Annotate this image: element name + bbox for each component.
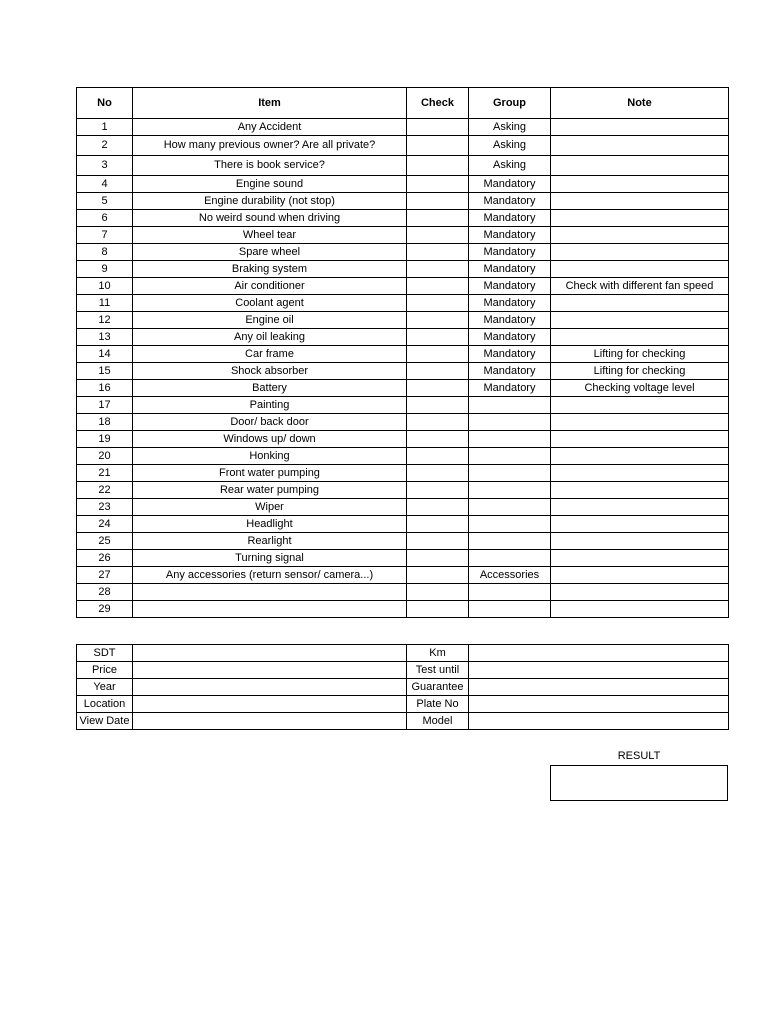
group-cell: Asking [469, 119, 551, 136]
group-cell: Mandatory [469, 380, 551, 397]
item-cell: Engine oil [133, 312, 407, 329]
info-row [77, 696, 729, 713]
table-row [77, 414, 729, 431]
row-number: 17 [77, 397, 133, 414]
check-cell[interactable] [407, 346, 469, 363]
check-cell[interactable] [407, 329, 469, 346]
vehicle-info-table [76, 644, 729, 730]
group-cell: Mandatory [469, 312, 551, 329]
info-value-field[interactable] [133, 645, 407, 662]
check-cell[interactable] [407, 295, 469, 312]
note-cell[interactable] [551, 499, 729, 516]
row-number: 4 [77, 176, 133, 193]
info-label: Km [407, 645, 469, 662]
item-cell: Shock absorber [133, 363, 407, 380]
row-number: 24 [77, 516, 133, 533]
row-number: 1 [77, 119, 133, 136]
info-label: Plate No [407, 696, 469, 713]
check-cell[interactable] [407, 533, 469, 550]
note-cell[interactable] [551, 210, 729, 227]
check-cell[interactable] [407, 136, 469, 156]
check-cell[interactable] [407, 244, 469, 261]
info-row [77, 679, 729, 696]
note-cell[interactable] [551, 601, 729, 618]
table-row [77, 448, 729, 465]
group-cell [469, 584, 551, 601]
header-note: Note [551, 88, 729, 119]
row-number: 2 [77, 136, 133, 156]
check-cell[interactable] [407, 193, 469, 210]
item-cell: Car frame [133, 346, 407, 363]
note-cell[interactable] [551, 533, 729, 550]
check-cell[interactable] [407, 278, 469, 295]
group-cell: Asking [469, 136, 551, 156]
item-cell: Braking system [133, 261, 407, 278]
group-cell [469, 414, 551, 431]
table-row [77, 431, 729, 448]
row-number: 6 [77, 210, 133, 227]
info-value-field[interactable] [469, 696, 729, 713]
table-row [77, 156, 729, 176]
header-item: Item [133, 88, 407, 119]
group-cell [469, 431, 551, 448]
note-cell[interactable] [551, 329, 729, 346]
row-number: 10 [77, 278, 133, 295]
check-cell[interactable] [407, 516, 469, 533]
note-cell[interactable]: Check with different fan speed [551, 278, 729, 295]
group-cell: Mandatory [469, 295, 551, 312]
group-cell [469, 482, 551, 499]
row-number: 5 [77, 193, 133, 210]
table-row [77, 482, 729, 499]
group-cell: Mandatory [469, 210, 551, 227]
row-number: 14 [77, 346, 133, 363]
info-value-field[interactable] [133, 662, 407, 679]
table-row [77, 567, 729, 584]
note-cell[interactable] [551, 414, 729, 431]
note-cell[interactable] [551, 431, 729, 448]
row-number: 26 [77, 550, 133, 567]
table-row [77, 380, 729, 397]
item-cell: Wheel tear [133, 227, 407, 244]
group-cell: Mandatory [469, 346, 551, 363]
group-cell: Mandatory [469, 261, 551, 278]
table-row [77, 119, 729, 136]
group-cell: Mandatory [469, 176, 551, 193]
group-cell [469, 533, 551, 550]
table-row [77, 295, 729, 312]
check-cell[interactable] [407, 601, 469, 618]
item-cell: Engine durability (not stop) [133, 193, 407, 210]
row-number: 15 [77, 363, 133, 380]
item-cell [133, 584, 407, 601]
table-row [77, 176, 729, 193]
row-number: 28 [77, 584, 133, 601]
row-number: 12 [77, 312, 133, 329]
item-cell: Turning signal [133, 550, 407, 567]
table-row [77, 244, 729, 261]
note-cell[interactable] [551, 584, 729, 601]
group-cell: Mandatory [469, 329, 551, 346]
inspection-checklist-table [76, 87, 729, 618]
row-number: 16 [77, 380, 133, 397]
info-label: Guarantee [407, 679, 469, 696]
table-row [77, 363, 729, 380]
header-check: Check [407, 88, 469, 119]
group-cell [469, 397, 551, 414]
table-row [77, 499, 729, 516]
check-cell[interactable] [407, 261, 469, 278]
group-cell: Mandatory [469, 193, 551, 210]
row-number: 21 [77, 465, 133, 482]
group-cell: Mandatory [469, 278, 551, 295]
check-cell[interactable] [407, 176, 469, 193]
table-row [77, 533, 729, 550]
note-cell[interactable] [551, 156, 729, 176]
item-cell: Spare wheel [133, 244, 407, 261]
row-number: 22 [77, 482, 133, 499]
row-number: 8 [77, 244, 133, 261]
group-cell: Mandatory [469, 227, 551, 244]
item-cell: How many previous owner? Are all private? [133, 136, 407, 156]
info-row [77, 645, 729, 662]
table-row [77, 465, 729, 482]
result-field[interactable] [550, 765, 728, 801]
check-cell[interactable] [407, 584, 469, 601]
item-cell: Front water pumping [133, 465, 407, 482]
item-cell: Any oil leaking [133, 329, 407, 346]
check-cell[interactable] [407, 448, 469, 465]
row-number: 7 [77, 227, 133, 244]
info-label: SDT [77, 645, 133, 662]
table-row [77, 210, 729, 227]
item-cell: Door/ back door [133, 414, 407, 431]
check-cell[interactable] [407, 210, 469, 227]
info-label: Year [77, 679, 133, 696]
info-value-field[interactable] [469, 679, 729, 696]
group-cell: Accessories [469, 567, 551, 584]
check-cell[interactable] [407, 499, 469, 516]
row-number: 29 [77, 601, 133, 618]
group-cell: Mandatory [469, 244, 551, 261]
group-cell: Mandatory [469, 363, 551, 380]
group-cell [469, 465, 551, 482]
check-cell[interactable] [407, 312, 469, 329]
info-label: Test until [407, 662, 469, 679]
item-cell: Rearlight [133, 533, 407, 550]
table-row [77, 136, 729, 156]
row-number: 13 [77, 329, 133, 346]
info-value-field[interactable] [133, 713, 407, 730]
table-row [77, 397, 729, 414]
item-cell [133, 601, 407, 618]
table-row [77, 193, 729, 210]
info-label: Price [77, 662, 133, 679]
check-cell[interactable] [407, 482, 469, 499]
table-row [77, 278, 729, 295]
item-cell: Battery [133, 380, 407, 397]
item-cell: Painting [133, 397, 407, 414]
note-cell[interactable] [551, 397, 729, 414]
note-cell[interactable] [551, 176, 729, 193]
table-row [77, 346, 729, 363]
note-cell[interactable]: Lifting for checking [551, 363, 729, 380]
row-number: 11 [77, 295, 133, 312]
note-cell[interactable] [551, 465, 729, 482]
item-cell: Honking [133, 448, 407, 465]
info-value-field[interactable] [469, 645, 729, 662]
note-cell[interactable] [551, 516, 729, 533]
info-label: Model [407, 713, 469, 730]
table-row [77, 227, 729, 244]
group-cell [469, 499, 551, 516]
row-number: 18 [77, 414, 133, 431]
info-value-field[interactable] [469, 662, 729, 679]
result-label: RESULT [617, 750, 661, 762]
row-number: 19 [77, 431, 133, 448]
item-cell: Wiper [133, 499, 407, 516]
item-cell: Coolant agent [133, 295, 407, 312]
check-cell[interactable] [407, 119, 469, 136]
info-value-field[interactable] [133, 696, 407, 713]
note-cell[interactable] [551, 261, 729, 278]
check-cell[interactable] [407, 227, 469, 244]
item-cell: There is book service? [133, 156, 407, 176]
table-row [77, 261, 729, 278]
item-cell: Headlight [133, 516, 407, 533]
row-number: 9 [77, 261, 133, 278]
note-cell[interactable] [551, 227, 729, 244]
note-cell[interactable] [551, 482, 729, 499]
item-cell: Windows up/ down [133, 431, 407, 448]
check-cell[interactable] [407, 431, 469, 448]
check-cell[interactable] [407, 550, 469, 567]
table-row [77, 329, 729, 346]
info-value-field[interactable] [469, 713, 729, 730]
header-group: Group [469, 88, 551, 119]
note-cell[interactable] [551, 193, 729, 210]
row-number: 23 [77, 499, 133, 516]
note-cell[interactable] [551, 567, 729, 584]
note-cell[interactable]: Lifting for checking [551, 346, 729, 363]
table-row [77, 312, 729, 329]
item-cell: Engine sound [133, 176, 407, 193]
row-number: 25 [77, 533, 133, 550]
item-cell: Any Accident [133, 119, 407, 136]
info-row [77, 713, 729, 730]
note-cell[interactable] [551, 448, 729, 465]
note-cell[interactable] [551, 295, 729, 312]
check-cell[interactable] [407, 380, 469, 397]
check-cell[interactable] [407, 397, 469, 414]
row-number: 20 [77, 448, 133, 465]
info-value-field[interactable] [133, 679, 407, 696]
checklist-body [77, 119, 729, 618]
note-cell[interactable] [551, 312, 729, 329]
group-cell [469, 550, 551, 567]
info-label: View Date [77, 713, 133, 730]
note-cell[interactable] [551, 244, 729, 261]
info-row [77, 662, 729, 679]
row-number: 27 [77, 567, 133, 584]
note-cell[interactable]: Checking voltage level [551, 380, 729, 397]
table-row [77, 601, 729, 618]
item-cell: Air conditioner [133, 278, 407, 295]
row-number: 3 [77, 156, 133, 176]
note-cell[interactable] [551, 136, 729, 156]
info-label: Location [77, 696, 133, 713]
check-cell[interactable] [407, 156, 469, 176]
check-cell[interactable] [407, 363, 469, 380]
item-cell: No weird sound when driving [133, 210, 407, 227]
note-cell[interactable] [551, 119, 729, 136]
check-cell[interactable] [407, 465, 469, 482]
note-cell[interactable] [551, 550, 729, 567]
header-no: No [77, 88, 133, 119]
table-row [77, 550, 729, 567]
table-row [77, 584, 729, 601]
item-cell: Any accessories (return sensor/ camera...) [133, 567, 407, 584]
group-cell [469, 601, 551, 618]
group-cell: Asking [469, 156, 551, 176]
check-cell[interactable] [407, 414, 469, 431]
item-cell: Rear water pumping [133, 482, 407, 499]
checklist-header-row [77, 88, 729, 119]
group-cell [469, 448, 551, 465]
check-cell[interactable] [407, 567, 469, 584]
table-row [77, 516, 729, 533]
group-cell [469, 516, 551, 533]
vehicle-info-body [77, 645, 729, 730]
